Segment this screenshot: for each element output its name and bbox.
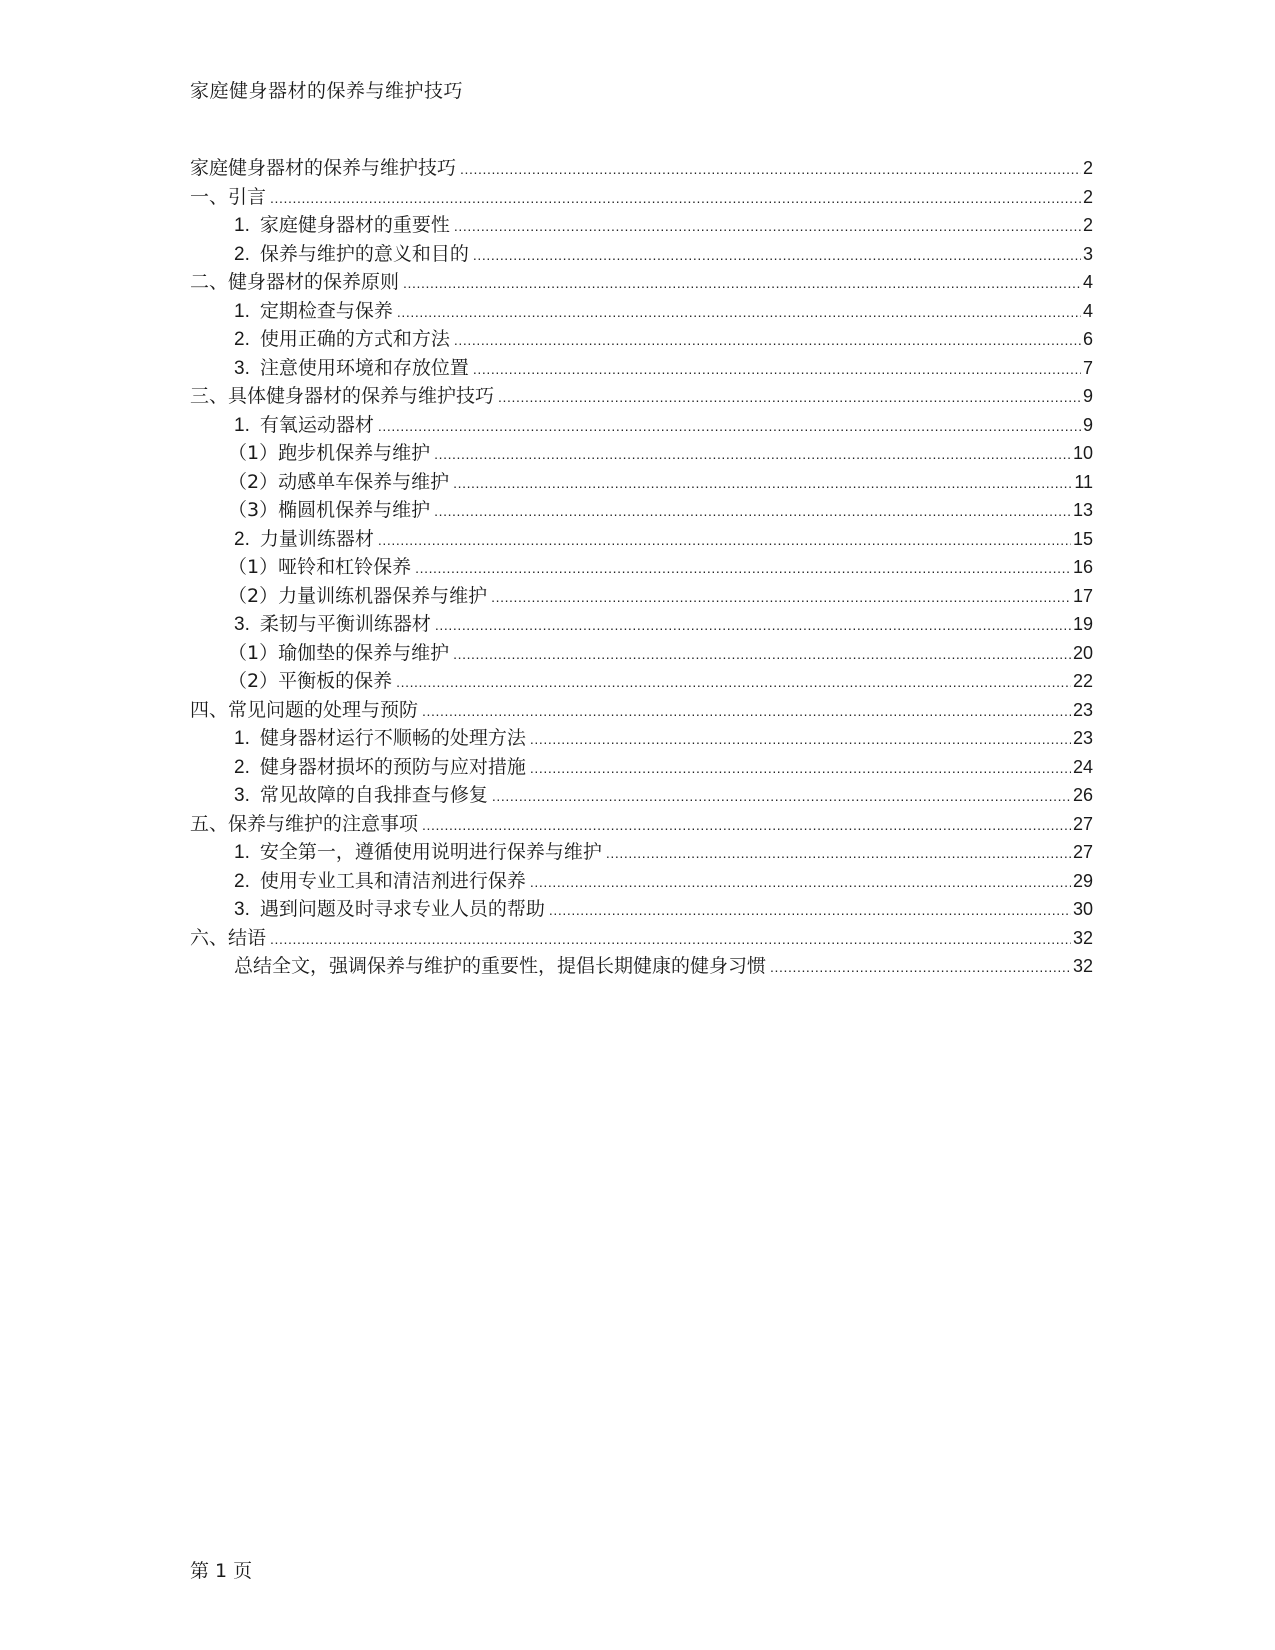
toc-dot-leader <box>415 560 1071 576</box>
toc-entry-label <box>234 353 469 380</box>
toc-entry-label <box>234 752 526 779</box>
toc-entry-page: 2 <box>1082 215 1093 235</box>
toc-entry-label <box>190 153 456 180</box>
toc-dot-leader <box>270 190 1081 206</box>
toc-entry-label <box>228 581 487 608</box>
toc-entry-label <box>228 552 411 579</box>
toc-entry-number: 3. <box>234 357 250 379</box>
toc-entry[interactable] <box>190 923 1093 952</box>
toc-entry-number: 1. <box>234 414 250 436</box>
toc-entry-page: 13 <box>1072 500 1093 520</box>
toc-entry-page: 23 <box>1072 728 1093 748</box>
toc-entry[interactable] <box>190 495 1093 524</box>
toc-entry-page: 23 <box>1072 699 1093 720</box>
toc-entry[interactable] <box>190 581 1093 610</box>
toc-entry-label <box>234 723 526 750</box>
toc-entry[interactable] <box>190 837 1093 866</box>
toc-entry-label <box>234 837 602 864</box>
toc-dot-leader <box>435 617 1071 633</box>
toc-entry-page: 17 <box>1072 585 1093 606</box>
toc-entry-label <box>190 923 266 950</box>
toc-entry-page: 29 <box>1072 870 1093 891</box>
toc-entry-text: 定期检查与保养 <box>259 299 393 322</box>
toc-entry[interactable] <box>190 780 1093 809</box>
toc-entry[interactable] <box>190 296 1093 325</box>
toc-entry[interactable] <box>190 609 1093 638</box>
toc-dot-leader <box>530 731 1071 747</box>
toc-dot-leader <box>530 760 1071 776</box>
toc-entry-label <box>190 381 494 408</box>
toc-entry-text: 使用正确的方式和方法 <box>259 328 450 350</box>
toc-dot-leader <box>453 646 1071 662</box>
toc-entry-label <box>190 695 418 722</box>
toc-entry-text: 保养与维护的意义和目的 <box>259 242 469 265</box>
toc-entry-text: （2）动感单车保养与维护 <box>228 470 450 493</box>
toc-entry-page: 9 <box>1082 414 1093 435</box>
toc-entry-page: 27 <box>1072 813 1093 834</box>
toc-entry-page: 7 <box>1082 357 1093 378</box>
toc-entry-text: 有氧运动器材 <box>259 413 374 436</box>
page-footer-number: 第 1 页 <box>190 1560 253 1582</box>
toc-entry-label <box>234 866 526 893</box>
toc-entry-page: 11 <box>1074 471 1093 492</box>
toc-entry-page: 30 <box>1072 899 1093 919</box>
toc-entry-page: 2 <box>1082 186 1093 207</box>
toc-entry-text: 二、健身器材的保养原则 <box>190 271 400 293</box>
toc-entry[interactable] <box>190 638 1093 667</box>
toc-dot-leader <box>454 332 1081 348</box>
toc-dot-leader <box>434 446 1071 462</box>
toc-entry[interactable] <box>190 524 1093 553</box>
toc-entry[interactable] <box>190 210 1093 239</box>
toc-entry-text: （1）瑜伽垫的保养与维护 <box>228 641 450 664</box>
toc-entry[interactable] <box>190 752 1093 781</box>
toc-entry-text: 常见故障的自我排查与修复 <box>259 784 488 806</box>
toc-entry-number: 3. <box>234 614 250 635</box>
toc-entry[interactable] <box>190 467 1093 496</box>
toc-entry-text: 柔韧与平衡训练器材 <box>259 613 431 635</box>
toc-dot-leader <box>498 389 1081 405</box>
toc-entry-label <box>228 438 430 465</box>
toc-entry[interactable] <box>190 438 1093 467</box>
toc-dot-leader <box>549 902 1071 918</box>
toc-entry-label <box>234 239 469 266</box>
toc-dot-leader <box>453 475 1072 491</box>
toc-dot-leader <box>434 503 1071 519</box>
toc-entry-number: 2. <box>234 243 250 265</box>
toc-entry-label <box>234 210 450 237</box>
toc-dot-leader <box>454 218 1081 234</box>
toc-entry[interactable] <box>190 153 1093 182</box>
toc-entry-label <box>190 809 418 836</box>
toc-entry-page: 16 <box>1072 557 1093 577</box>
toc-entry-text: 四、常见问题的处理与预防 <box>190 698 419 721</box>
toc-dot-leader <box>270 931 1071 947</box>
toc-entry-number: 2. <box>234 870 250 892</box>
toc-entry[interactable] <box>190 723 1093 752</box>
toc-entry-text: 家庭健身器材的保养与维护技巧 <box>190 157 457 179</box>
toc-dot-leader <box>492 788 1071 804</box>
toc-entry-page: 32 <box>1072 956 1093 976</box>
toc-entry-number: 1. <box>234 728 250 749</box>
toc-entry-text: 一、引言 <box>190 185 267 208</box>
toc-entry-text: （1）跑步机保养与维护 <box>228 442 431 464</box>
toc-entry-text: 力量训练器材 <box>259 527 374 550</box>
toc-entry[interactable] <box>190 239 1093 268</box>
toc-dot-leader <box>530 874 1071 890</box>
toc-entry-text: 健身器材损坏的预防与应对措施 <box>259 755 526 778</box>
toc-entry-label <box>234 894 545 921</box>
toc-dot-leader <box>422 817 1071 833</box>
toc-entry[interactable] <box>190 695 1093 724</box>
toc-entry-page: 6 <box>1082 329 1093 349</box>
toc-dot-leader <box>491 589 1071 605</box>
toc-entry-page: 24 <box>1072 756 1093 777</box>
toc-entry-text: 健身器材运行不顺畅的处理方法 <box>259 727 526 749</box>
toc-entry[interactable] <box>190 410 1093 439</box>
toc-dot-leader <box>396 674 1071 690</box>
toc-entry[interactable] <box>190 324 1093 353</box>
toc-entry-text: 五、保养与维护的注意事项 <box>190 812 419 835</box>
toc-entry-text: 家庭健身器材的重要性 <box>259 214 450 236</box>
toc-entry[interactable] <box>190 894 1093 923</box>
toc-entry-label <box>234 324 450 351</box>
toc-entry-label <box>228 638 449 665</box>
toc-entry-label <box>190 267 399 294</box>
toc-entry-number: 2. <box>234 528 250 550</box>
toc-entry[interactable] <box>190 666 1093 695</box>
toc-entry-number: 1. <box>234 215 250 236</box>
toc-entry-label <box>234 410 374 437</box>
toc-dot-leader <box>460 161 1081 177</box>
toc-entry-text: （1）哑铃和杠铃保养 <box>228 556 412 578</box>
toc-entry-number: 3. <box>234 785 250 806</box>
toc-entry-page: 2 <box>1082 158 1093 178</box>
table-of-contents <box>190 153 1093 980</box>
toc-entry-page: 19 <box>1072 614 1093 634</box>
toc-entry-label <box>234 951 766 978</box>
toc-dot-leader <box>422 703 1071 719</box>
toc-entry-text: 六、结语 <box>190 926 267 949</box>
toc-dot-leader <box>378 532 1071 548</box>
toc-entry-text: （2）力量训练机器保养与维护 <box>228 584 488 607</box>
toc-entry-label <box>234 524 374 551</box>
toc-entry-text: （2）平衡板的保养 <box>228 670 393 692</box>
toc-dot-leader <box>606 845 1071 861</box>
toc-entry-page: 4 <box>1082 272 1093 292</box>
toc-entry-page: 27 <box>1072 842 1093 862</box>
toc-dot-leader <box>473 247 1081 263</box>
toc-entry-text: （3）椭圆机保养与维护 <box>228 499 431 521</box>
toc-entry-page: 32 <box>1072 927 1093 948</box>
toc-entry-label <box>228 666 392 693</box>
toc-entry-number: 1. <box>234 300 250 322</box>
page-header-title: 家庭健身器材的保养与维护技巧 <box>190 80 464 102</box>
toc-entry-number: 1. <box>234 842 250 863</box>
toc-dot-leader <box>378 418 1081 434</box>
toc-entry-text: 遇到问题及时寻求专业人员的帮助 <box>259 898 545 920</box>
toc-entry-page: 22 <box>1072 671 1093 691</box>
toc-entry-number: 3. <box>234 899 250 920</box>
toc-entry-text: 三、具体健身器材的保养与维护技巧 <box>190 385 495 407</box>
toc-entry-text: 安全第一，遵循使用说明进行保养与维护 <box>259 841 602 863</box>
toc-entry[interactable] <box>190 353 1093 382</box>
toc-dot-leader <box>770 959 1071 975</box>
toc-entry-label <box>234 296 393 323</box>
toc-entry-label <box>234 609 431 636</box>
toc-entry[interactable] <box>190 552 1093 581</box>
toc-entry-text: 注意使用环境和存放位置 <box>259 356 469 379</box>
toc-entry[interactable] <box>190 809 1093 838</box>
toc-dot-leader <box>403 275 1081 291</box>
toc-entry-page: 9 <box>1082 386 1093 406</box>
toc-entry-number: 2. <box>234 756 250 778</box>
toc-dot-leader <box>397 304 1081 320</box>
toc-entry[interactable] <box>190 381 1093 410</box>
toc-entry-page: 3 <box>1082 243 1093 264</box>
toc-entry-page: 15 <box>1072 528 1093 549</box>
toc-entry-text: 总结全文，强调保养与维护的重要性，提倡长期健康的健身习惯 <box>234 955 767 977</box>
toc-entry-page: 20 <box>1072 642 1093 663</box>
toc-entry[interactable] <box>190 951 1093 980</box>
toc-entry-label <box>234 780 488 807</box>
toc-entry-label <box>228 467 449 494</box>
toc-entry[interactable] <box>190 866 1093 895</box>
toc-entry-page: 4 <box>1082 300 1093 321</box>
toc-entry-label <box>228 495 430 522</box>
toc-entry[interactable] <box>190 182 1093 211</box>
toc-entry-number: 2. <box>234 329 250 350</box>
toc-entry[interactable] <box>190 267 1093 296</box>
toc-entry-text: 使用专业工具和清洁剂进行保养 <box>259 869 526 892</box>
toc-entry-page: 26 <box>1072 785 1093 805</box>
toc-entry-page: 10 <box>1072 443 1093 463</box>
toc-dot-leader <box>473 361 1081 377</box>
toc-entry-label <box>190 182 266 209</box>
